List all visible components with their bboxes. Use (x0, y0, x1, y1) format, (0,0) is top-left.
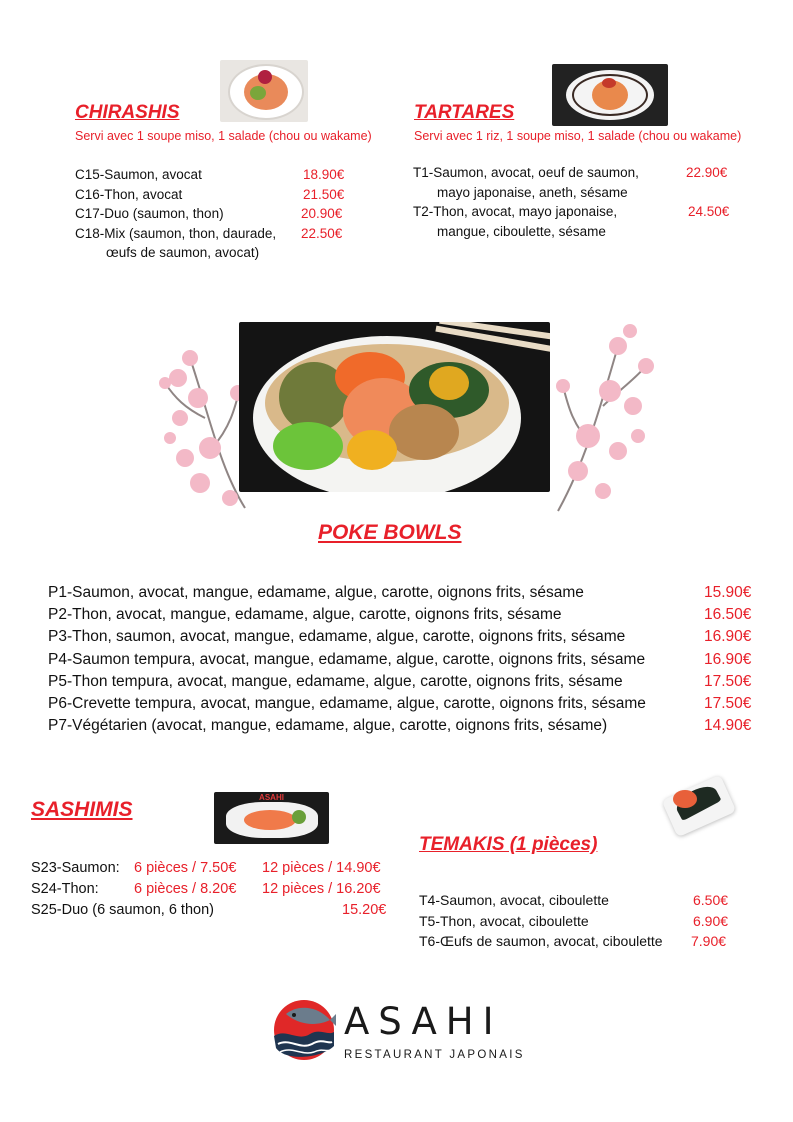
chirashis-title: CHIRASHIS (75, 102, 180, 123)
tartares-title: TARTARES (414, 102, 515, 123)
cherry-blossom-right-decoration (548, 296, 658, 520)
list-item: P2-Thon, avocat, mangue, edamame, algue, carotte, oignons frits, sésame 16.50€ (48, 606, 752, 624)
poke-bowls-list (48, 582, 758, 742)
tartares-list: T1-Saumon, avocat, oeuf de saumon, 22.90€ mayo japonaise, aneth, sésame T2-Thon, avocat, mayo japonaise, 24.50€ mangue, ciboulette, sésame (413, 165, 730, 239)
poke-bowls-title: POKE BOWLS (318, 521, 462, 544)
sashimis-list: S23-Saumon: 6 pièces / 7.50€ 12 pièces / 14.90€ S24-Thon: 6 pièces / 8.20€ 12 pièces / 16.20€ S25-Duo (6 saumon, 6 thon) 15.20€ (31, 860, 387, 918)
temakis-title: TEMAKIS (1 pièces) (419, 834, 598, 855)
logo-name: ASAHI (344, 1000, 503, 1043)
sashimi-photo (214, 792, 329, 844)
temaki-photo (655, 776, 745, 836)
list-item: P5-Thon tempura, avocat, mangue, edamame, algue, carotte, oignons frits, sésame 17.50€ (48, 672, 752, 690)
logo-tagline: RESTAURANT JAPONAIS (344, 1049, 525, 1061)
chirashi-photo (220, 60, 308, 122)
tartare-photo (552, 64, 668, 126)
sashimi-photo-label: ASAHI (259, 793, 284, 802)
poke-bowl-photo (239, 322, 550, 492)
list-item: P6-Crevette tempura, avocat, mangue, edamame, algue, carotte, oignons frits, sésame 17.50€ (48, 695, 752, 712)
asahi-logo-emblem (272, 996, 336, 1062)
temakis-list: T4-Saumon, avocat, ciboulette 6.50€ T5-Thon, avocat, ciboulette 6.90€ T6-Œufs de saumon, avocat, ciboulette 7.90€ (419, 892, 729, 949)
list-item: P3-Thon, saumon, avocat, mangue, edamame, algue, carotte, oignons frits, sésame 16.90€ (48, 628, 752, 646)
list-item: P4-Saumon tempura, avocat, mangue, edamame, algue, carotte, oignons frits, sésame 16.90€ (48, 650, 752, 668)
chirashis-list: C15-Saumon, avocat 18.90€ C16-Thon, avocat 21.50€ C17-Duo (saumon, thon) 20.90€ C18-Mix (saumon, thon, daurade, 22.50€ œufs de saumon, avocat) (75, 167, 345, 260)
chirashis-subtitle: Servi avec 1 soupe miso, 1 salade (chou ou wakame) (75, 129, 372, 143)
list-item: P1-Saumon, avocat, mangue, edamame, algue, carotte, oignons frits, sésame 15.90€ (48, 584, 752, 601)
tartares-subtitle: Servi avec 1 riz, 1 soupe miso, 1 salade (chou ou wakame) (414, 129, 742, 143)
sashimis-title: SASHIMIS (31, 798, 133, 821)
list-item: P7-Végétarien (avocat, mangue, edamame, algue, carotte, oignons frits, sésame) 14.90€ (48, 717, 752, 735)
cherry-blossom-left-decoration (150, 298, 250, 518)
